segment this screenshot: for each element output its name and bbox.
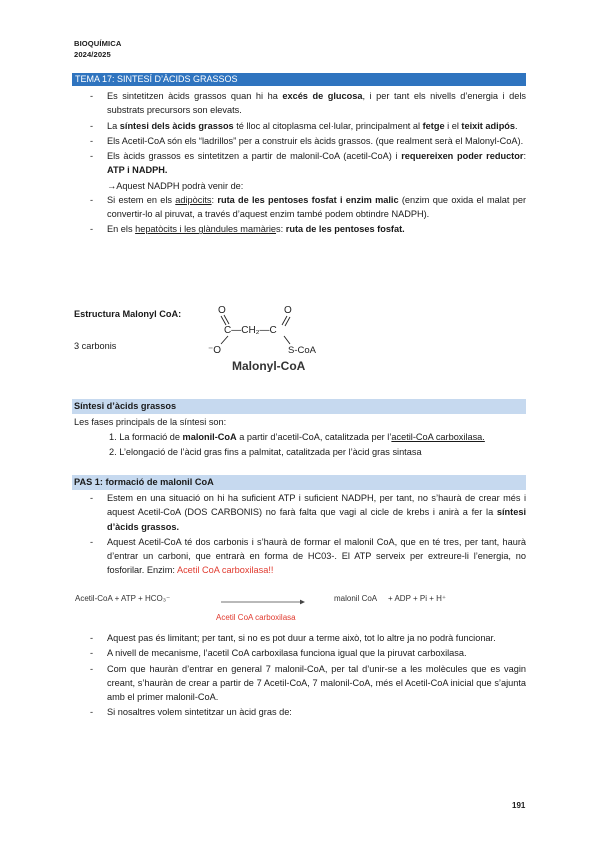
list-item (72, 535, 526, 578)
list-item (72, 491, 526, 534)
list-item (72, 646, 526, 660)
structure-label: Estructura Malonyl CoA: (74, 309, 182, 319)
text-run: acetil-CoA carboxilasa. (391, 432, 485, 442)
list-item (72, 705, 526, 719)
list-item (72, 222, 526, 236)
text-run: té lloc al citoplasma cel·lular, principalment al (233, 120, 423, 131)
text-run: Els Acetil-CoA són els “ladrillos” per a construir els àcids grassos. (que realment serà el Malonyl-CoA). (107, 135, 524, 146)
list-item (72, 631, 526, 645)
text-run: 1. La formació de (109, 432, 183, 442)
bullet-dash: - (90, 151, 94, 161)
text-run: excés de glucosa (282, 91, 363, 101)
malonyl-coa-structure (196, 300, 336, 372)
mol-bond-scoa (284, 336, 290, 344)
pas1-bullet-list-a (72, 491, 526, 579)
text-run: Si estem en els (107, 194, 176, 205)
reaction-byproducts: + ADP + Pi + H⁺ (388, 594, 447, 603)
mol-o-minus: ⁻O (208, 345, 222, 356)
intro-bullet-list (72, 89, 526, 238)
text-run: ATP i NADPH. (107, 165, 168, 176)
bullet-dash: - (90, 536, 94, 547)
text-run: (enzim que oxida el malat per convertir-lo al piruvat, a través d’aquest enzim també podem obtindre NADPH). (107, 194, 527, 219)
text-run: En els (107, 224, 136, 235)
phase-1-item (109, 430, 524, 444)
text-run: Com que hauràn d’entrar en general 7 malonil-CoA, per tal d’unir-se a les molècules que es vagin creant, s’hauràn de crear a partir de 7 Acetil-CoA, 7 malonil-CoA, més el Acetil-CoA inicial que s’ajunta amb el primer malonil-CoA. (107, 663, 526, 702)
text-run: adipòcits (175, 194, 212, 205)
text-run: A nivell de mecanisme, l’acetil CoA carboxilasa funciona igual que la piruvat carboxilasa. (107, 648, 467, 659)
mol-o-left: O (218, 305, 226, 316)
text-run: 2. L’elongació de l’àcid gras fins a palmitat, catalitzada per l’àcid gras sintasa (109, 447, 422, 457)
bullet-dash: - (90, 120, 94, 131)
carboxylation-reaction (75, 591, 525, 627)
text-run: : (523, 151, 526, 161)
bullet-dash: - (90, 194, 94, 205)
text-run: . (515, 120, 518, 131)
bullet-dash: - (90, 648, 94, 659)
text-run: ruta de les pentoses fosfat i enzim malic (217, 194, 399, 205)
text-run: s: (276, 224, 286, 235)
mol-o-right: O (284, 305, 292, 316)
text-run: Estem en una situació on hi ha suficient ATP i suficient NADPH, per tant, no s’haurà de crear més i aquest Acetil-CoA (DOS CARBONIS) no farà falta que vagi al cicle de krebs i anirà a fer la (107, 493, 526, 518)
text-run: Aquest pas és limitant; per tant, si no es pot duur a terme això, tot lo altre ja no podrà funcionar. (107, 633, 496, 643)
bullet-dash: - (90, 493, 94, 503)
list-item (72, 149, 526, 178)
year-label: 2024/2025 (74, 50, 111, 59)
pas1-section-title: PAS 1: formació de malonil CoA (72, 475, 526, 490)
text-run: malonil-CoA (182, 432, 237, 442)
text-run: síntesi dels àcids grassos (119, 120, 234, 131)
text-run: síntesi d’àcids grassos. (107, 507, 526, 532)
text-run: , i per tant els nivells d’energia i dels substrats precursors son elevats. (107, 91, 527, 116)
text-run: hepatòcits i les glàndules mamàrie (135, 224, 277, 235)
mol-name: Malonyl-CoA (232, 359, 306, 372)
nadph-source-note: →Aquest NADPH podrà venir de: (107, 180, 244, 191)
bullet-dash: - (90, 707, 94, 718)
pas1-bullet-list-b (72, 631, 526, 721)
bullet-dash: - (90, 633, 94, 643)
bullet-dash: - (90, 135, 94, 146)
synthesis-section-title: Síntesi d’àcids grassos (72, 399, 526, 414)
text-run: : (211, 194, 218, 205)
text-run: Si nosaltres volem sintetitzar un àcid gras de: (107, 707, 292, 718)
text-run: requereixen poder reductor (401, 151, 524, 161)
list-item (72, 89, 526, 118)
text-run: fetge (422, 120, 445, 131)
page-header (74, 38, 121, 60)
text-run: i el (444, 120, 462, 131)
bullet-dash: - (90, 224, 94, 235)
list-item (72, 119, 526, 133)
text-run: La (107, 120, 120, 131)
reaction-enzyme: Acetil CoA carboxilasa (216, 613, 296, 622)
page-number: 191 (512, 801, 526, 810)
reaction-product: malonil CoA (334, 594, 378, 603)
text-run: Acetil CoA carboxilasa!! (176, 565, 274, 576)
topic-title-bar: TEMA 17: SINTESÍ D’ÀCIDS GRASSOS (72, 73, 526, 86)
text-run: ruta de les pentoses fosfat. (285, 224, 405, 235)
text-run: Aquest Acetil-CoA té dos carbonis i s’haurà de formar el malonil CoA, que en té tres, per tant, haurà d’entrar un carboni, que entrarà en forma de HC03-. El ATP serveix per extreure-li l’energia, no fosforilar. Enzim: (107, 536, 526, 576)
reaction-substrates: Acetil-CoA + ATP + HCO₃⁻ (75, 594, 171, 603)
phase-2-item (109, 445, 524, 459)
mol-bond-o-minus (221, 336, 228, 344)
list-item (72, 193, 526, 222)
text-run: Els àcids grassos es sintetitzen a partir de malonil-CoA (acetil-CoA) i (107, 151, 402, 161)
phases-intro: Les fases principals de la síntesi son: (74, 417, 227, 427)
mol-chain: C—CH₂—C (224, 325, 277, 336)
text-run: a partir d’acetil-CoA, catalitzada per l’ (236, 432, 392, 442)
bullet-dash: - (90, 91, 94, 101)
bullet-dash: - (90, 663, 94, 674)
list-item (72, 134, 526, 148)
mol-scoa: S-CoA (288, 345, 316, 356)
subject-label: BIOQUÍMICA (74, 39, 122, 48)
carbon-count: 3 carbonis (74, 341, 117, 351)
reaction-arrow-icon (221, 599, 305, 605)
list-item (72, 662, 526, 705)
text-run: Es sintetitzen àcids grassos quan hi ha (107, 91, 283, 101)
text-run: teixit adipós (461, 120, 516, 131)
